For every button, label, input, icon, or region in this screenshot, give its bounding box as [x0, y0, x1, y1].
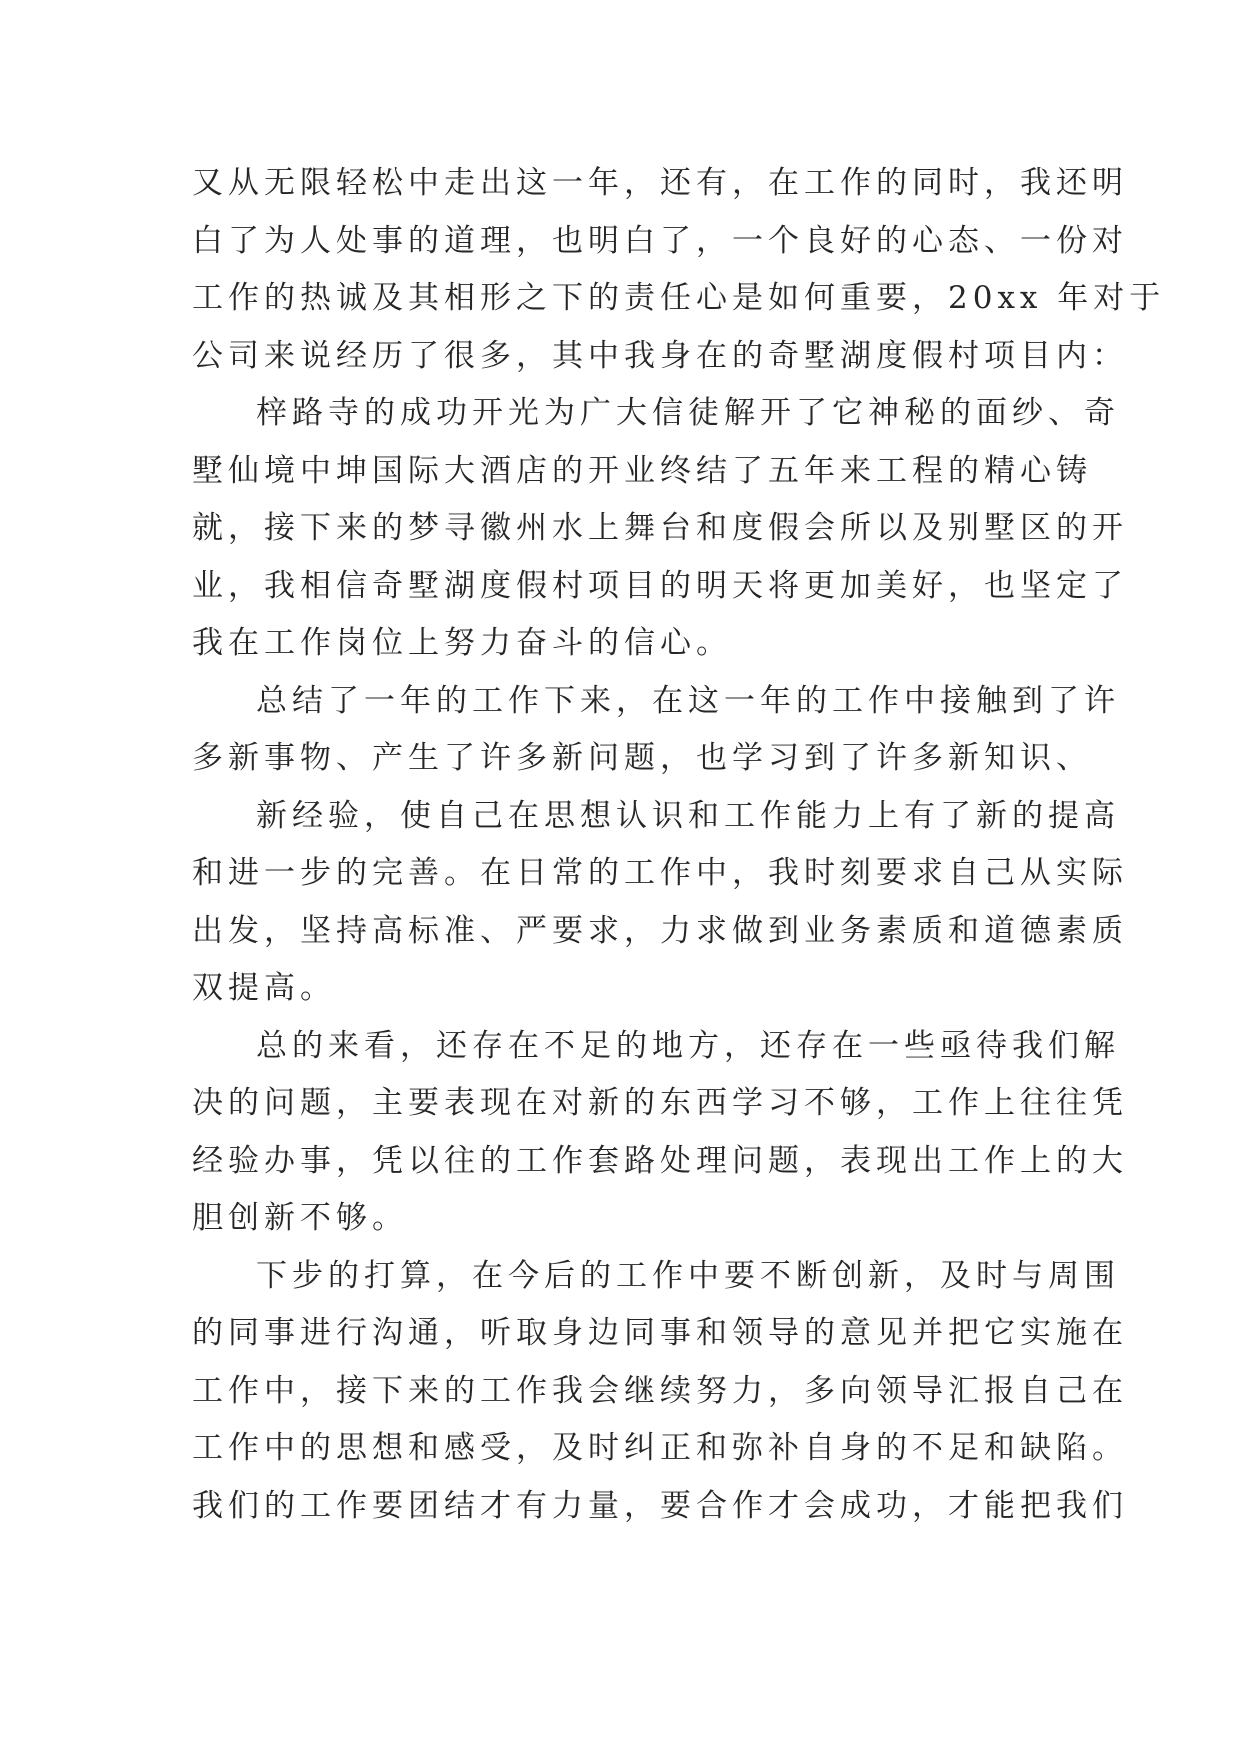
body-text: [192, 155, 1166, 1535]
text-line: 又从无限轻松中走出这一年，还有，在工作的同时，我还明: [192, 165, 1128, 201]
text-line: 工作的热诚及其相形之下的责任心是如何重要，20xx 年对于: [192, 280, 1166, 316]
text-line: 就，接下来的梦寻徽州水上舞台和度假会所以及别墅区的开: [192, 510, 1128, 546]
text-line: 我在工作岗位上努力奋斗的信心。: [192, 625, 732, 661]
text-line: 新经验，使自己在思想认识和工作能力上有了新的提高: [256, 797, 1120, 834]
text-line: 决的问题，主要表现在对新的东西学习不够，工作上往往凭: [192, 1085, 1128, 1121]
text-line: 业，我相信奇墅湖度假村项目的明天将更加美好，也坚定了: [192, 567, 1128, 604]
text-line: 墅仙境中坤国际大酒店的开业终结了五年来工程的精心铸: [192, 452, 1092, 489]
text-line: 下步的打算，在今后的工作中要不断创新，及时与周围: [256, 1257, 1120, 1294]
text-line: 白了为人处事的道理，也明白了，一个良好的心态、一份对: [192, 222, 1128, 259]
text-line: 胆创新不够。: [192, 1200, 408, 1236]
text-line: 工作中的思想和感受，及时纠正和弥补自身的不足和缺陷。: [192, 1430, 1128, 1466]
text-line: 总结了一年的工作下来，在这一年的工作中接触到了许: [256, 682, 1120, 719]
text-line: 经验办事，凭以往的工作套路处理问题，表现出工作上的大: [192, 1142, 1128, 1179]
text-line: 和进一步的完善。在日常的工作中，我时刻要求自己从实际: [192, 855, 1128, 891]
text-line: 多新事物、产生了许多新问题，也学习到了许多新知识、: [192, 740, 1092, 776]
text-line: 的同事进行沟通，听取身边同事和领导的意见并把它实施在: [192, 1315, 1128, 1351]
text-line: 出发，坚持高标准、严要求，力求做到业务素质和道德素质: [192, 912, 1128, 949]
text-line: 我们的工作要团结才有力量，要合作才会成功，才能把我们: [192, 1487, 1128, 1524]
text-line: 工作中，接下来的工作我会继续努力，多向领导汇报自己在: [192, 1372, 1128, 1409]
text-line: 公司来说经历了很多，其中我身在的奇墅湖度假村项目内：: [192, 337, 1128, 374]
text-line: 总的来看，还存在不足的地方，还存在一些亟待我们解: [256, 1027, 1120, 1064]
text-line: 梓路寺的成功开光为广大信徒解开了它神秘的面纱、奇: [256, 395, 1120, 431]
text-line: 双提高。: [192, 970, 336, 1006]
